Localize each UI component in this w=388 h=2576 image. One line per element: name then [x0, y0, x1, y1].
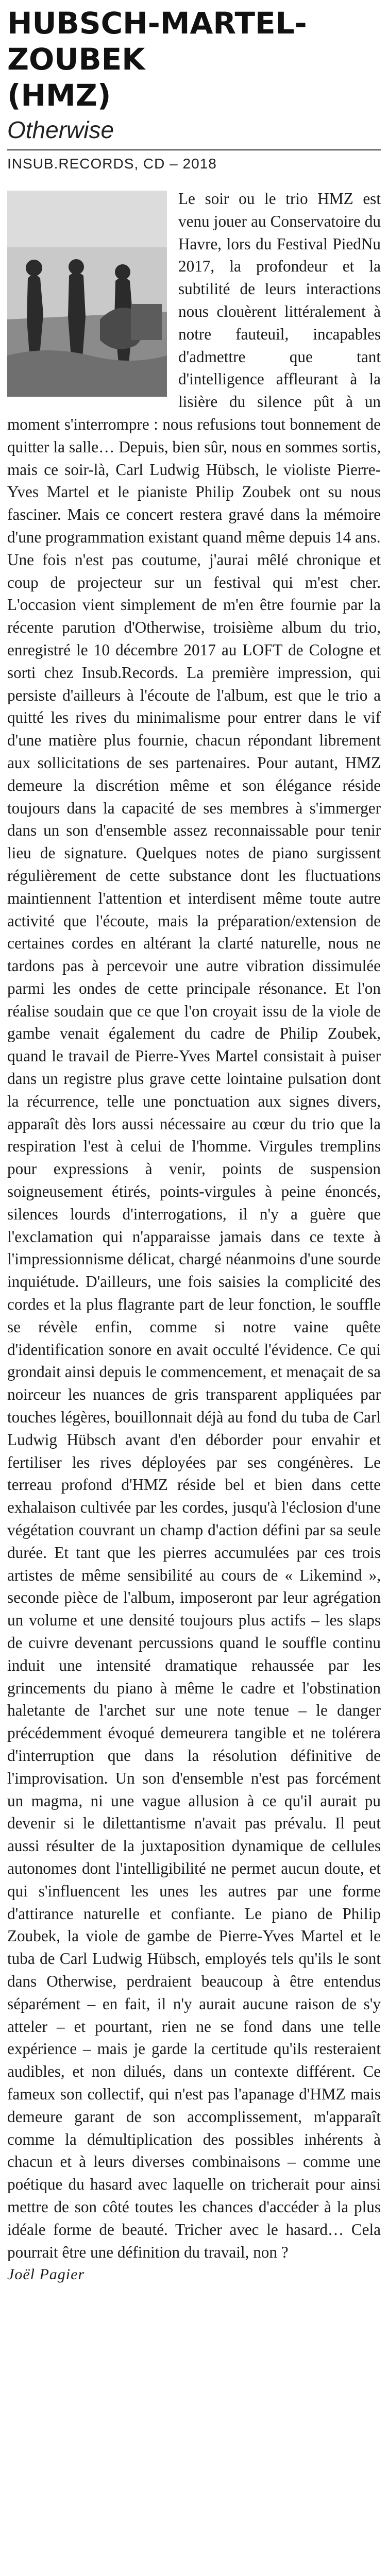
- label-and-format: INSUB.RECORDS, CD – 2018: [7, 156, 217, 172]
- album-name: Otherwise: [7, 116, 114, 143]
- review-title: [7, 5, 381, 113]
- title-line-2: (HMZ): [7, 78, 111, 113]
- paragraph-2: Une fois n'est pas coutume, j'aurai mêlé chronique et coup de projecteur sur un festival qui m'est cher. L'occasion vient simplement de m'en être fournie par la récente parution d'Otherwise, troisième album du trio, enregistré le 10 décembre 2017 au LOFT de Cologne et sorti chez Insub.Records. La première impression, qui persiste d'ailleurs à l'écoute de l'album, est que le trio a quitté les rives du minimalisme pour entrer dans le vif d'une matière plus fournie, chacun répondant librement aux sollicitations de ses partenaires. Pour autant, HMZ demeure la discrétion même et son élégance réside toujours dans la capacité de ses membres à s'immerger dans un son d'ensemble assez reconnaissable pour tenir lieu de signature. Quelques notes de piano surgissent régulièrement de cette substance dont les fluctuations maintiennent l'attention et interdisent même toute autre activité que l'écoute, mais la préparation/extension de certaines cordes en altérant la clarté naturelle, nous ne tardons pas à percevoir une autre vibration dissimulée parmi les ondes de cette principale résonance. Et l'on réalise soudain que ce que l'on croyait issu de la viole de gambe venait également du cadre de Philip Zoubek, quand le travail de Pierre-Yves Martel consistait à puiser dans un registre plus grave cette lointaine pulsation dont la récurrence, telle une ponctuation aux signes divers, apparaît dès lors aussi nécessaire au cœur du trio que la respiration l'est à celui de l'homme. Virgules tremplins pour expressions à venir, points de suspension soigneusement étirés, points-virgules à peine énoncés, silences lourds d'interrogations, il n'y a guère que l'exclamation qui n'apparaisse jamais dans ce texte à l'impressionnisme délicat, chargé néanmoins d'une sourde inquiétude. D'ailleurs, une fois saisies la complicité des cordes et la plus flagrante part de leur fonction, le souffle se révèle enfin, comme si notre vaine quête d'identification sonore en avait occulté l'évidence. Ce qui grondait ainsi depuis le commencement, et menaçait de sa noirceur les nuances de gris transparent appliquées par touches légères, bouillonnait déjà au fond du tuba de Carl Ludwig Hübsch avant d'en déborder pour envahir et fertiliser les rives déployées par ses congénères. Le terreau profond d'HMZ réside bel et bien dans cette exhalaison cultivée par les cordes, jusqu'à l'éclosion d'une végétation couvrant un champ d'action défini par sa seule durée. Et tant que les pierres accumulées par ces trois artistes de même sensibilité au cours de « Likemind », seconde pièce de l'album, imposeront par leur agrégation un volume et une densité toujours plus actifs – les slaps de cuivre devenant percussions quand le souffle continu induit une intensité dramatique rehaussée par les grincements du piano à même le cadre et l'obstination haletante de l'archet sur une note tenue – le danger précédemment évoqué demeurera tangible et ne tolérera d'interruption que dans la résolution définitive de l'improvisation. Un son d'ensemble n'est pas forcément un magma, ni une vague allusion à ce qu'il aurait pu devenir si le dilettantisme n'avait pas prévalu. Il peut aussi résulter de la juxtaposition dynamique de cellules autonomes dont l'intelligibilité ne permet aucun doute, et qui s'influencent les unes les autres par une forme d'attirance naturelle et confiante. Le piano de Philip Zoubek, la viole de gambe de Pierre-Yves Martel et le tuba de Carl Ludwig Hübsch, employés tels qu'ils le sont dans Otherwise, perdraient beaucoup à être entendus séparément – en fait, il n'y aurait aucune raison de s'y atteler – et pourtant, rien ne se fond dans une telle expérience – mais je garde la certitude qu'ils resteraient audibles, et non dilués, dans un contexte différent. Ce fameux son collectif, qui n'est pas l'apanage d'HMZ mais demeure garant de son accomplissement, m'apparaît comme la démultiplication des possibles inhérents à chacun et à leurs diverses combinaisons – comme une poétique du hasard avec laquelle on tricherait pour ainsi mettre de son côté toutes les chances d'accéder à la plus idéale forme de beauté. Tricher avec le hasard… Cela pourrait être une définition du travail, non ?: [7, 550, 381, 2261]
- header-divider: [7, 149, 381, 150]
- band-photo-image: [7, 191, 167, 397]
- band-photo: [7, 191, 167, 397]
- title-line-1: HUBSCH-MARTEL-ZOUBEK: [7, 6, 307, 77]
- author-signature: Joël Pagier: [7, 2266, 85, 2283]
- album-review: [7, 5, 381, 2285]
- review-body: [7, 188, 381, 2263]
- paragraph-1: Le soir ou le trio HMZ est venu jouer au Conservatoire du Havre, lors du Festival PiedNu 2017, la profondeur et la subtilité de leurs interactions nous clouèrent littéralement à notre fauteuil, incapables d'admettre que tant d'intelligence affleurant à la lisière du silence pût à un moment s'interrompre : nous refusions tout bonnement de quitter la salle… Depuis, bien sûr, nous en sommes sortis, mais ce soir-là, Carl Ludwig Hübsch, le violiste Pierre-Yves Martel et le pianiste Philip Zoubek ont su nous fasciner. Mais ce concert restera gravé dans la mémoire d'une programmation existant quand même depuis 14 ans.: [7, 190, 381, 546]
